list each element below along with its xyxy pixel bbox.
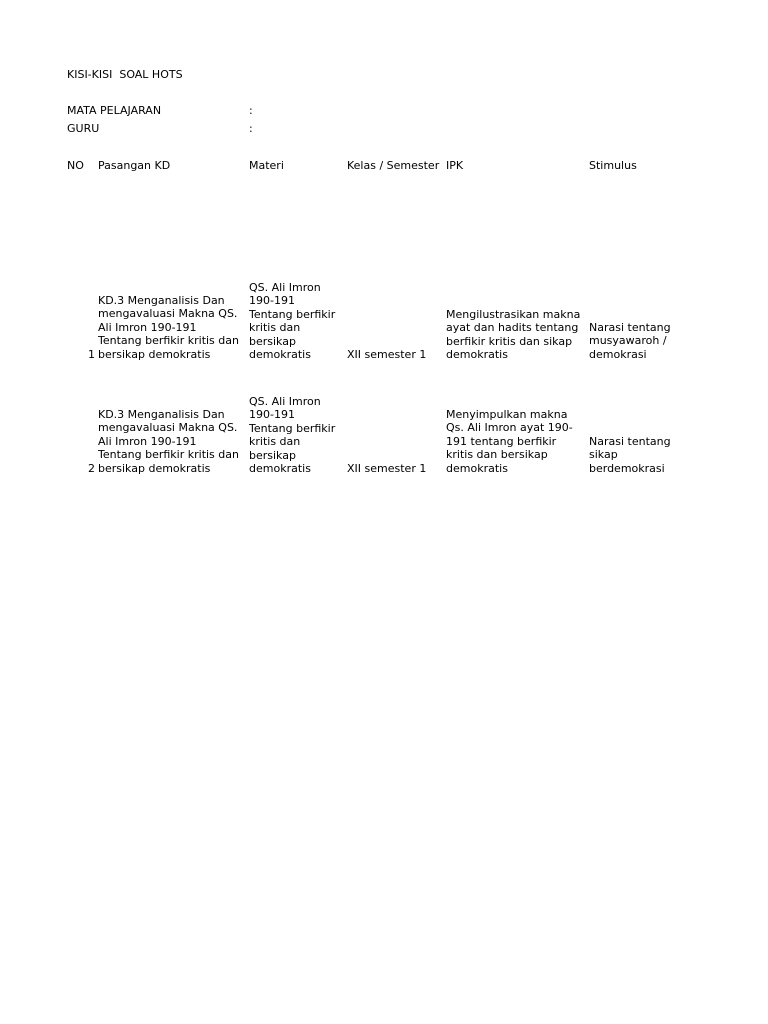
- header-ipk: IPK: [446, 159, 464, 172]
- header-kd: Pasangan KD: [98, 159, 171, 172]
- teacher-separator: :: [249, 122, 253, 135]
- ipk-line: demokratis: [446, 461, 508, 475]
- materi-line: QS. Ali Imron: [249, 281, 321, 294]
- kd-line: Tentang berfikir kritis dan: [98, 334, 239, 348]
- ipk-line: 191 tentang berfikir: [446, 434, 557, 448]
- ipk-line: berfikir kritis dan sikap: [446, 334, 573, 348]
- materi-line: kritis dan: [249, 321, 301, 335]
- header-materi: Materi: [249, 159, 284, 172]
- kd-cell: [98, 294, 239, 361]
- kd-line: bersikap demokratis: [98, 347, 211, 361]
- ipk-line: Menyimpulkan makna: [446, 408, 568, 421]
- header-no: NO: [67, 159, 84, 172]
- kd-line: bersikap demokratis: [98, 461, 211, 475]
- stimulus-line: berdemokrasi: [589, 461, 665, 475]
- materi-line: Tentang berfikir: [249, 421, 336, 435]
- ipk-line: Mengilustrasikan makna: [446, 308, 581, 321]
- ipk-line: ayat dan hadits tentang: [446, 321, 579, 335]
- kd-line: KD.3 Menganalisis Dan: [98, 408, 225, 421]
- ipk-cell: [446, 408, 573, 475]
- kd-cell: [98, 408, 239, 475]
- stimulus-line: Narasi tentang: [589, 435, 671, 448]
- kd-line: Ali Imron 190-191: [98, 434, 197, 448]
- materi-line: Tentang berfikir: [249, 307, 336, 321]
- ipk-line: Qs. Ali Imron ayat 190-: [446, 421, 573, 435]
- ipk-line: kritis dan bersikap: [446, 448, 548, 462]
- materi-line: 190-191: [249, 294, 295, 308]
- teacher-label: GURU: [67, 122, 100, 135]
- kd-line: mengavaluasi Makna QS.: [98, 307, 238, 321]
- stimulus-line: musyawaroh /: [589, 334, 667, 348]
- materi-line: bersikap: [249, 448, 296, 462]
- materi-line: kritis dan: [249, 435, 301, 449]
- stimulus-cell: [589, 321, 671, 361]
- header-stimulus: Stimulus: [589, 159, 637, 172]
- kd-line: mengavaluasi Makna QS.: [98, 421, 238, 435]
- stimulus-line: demokrasi: [589, 347, 647, 361]
- stimulus-line: Narasi tentang: [589, 321, 671, 334]
- materi-cell: [249, 395, 335, 475]
- materi-line: demokratis: [249, 348, 311, 362]
- stimulus-line: sikap: [589, 448, 618, 462]
- kelas-cell: XII semester 1: [347, 348, 427, 361]
- subject-label: MATA PELAJARAN: [67, 104, 162, 117]
- kd-line: Ali Imron 190-191: [98, 320, 197, 334]
- materi-line: demokratis: [249, 462, 311, 476]
- kd-line: KD.3 Menganalisis Dan: [98, 294, 225, 307]
- materi-line: 190-191: [249, 408, 295, 422]
- header-kelas: Kelas / Semester: [347, 159, 440, 172]
- subject-separator: :: [249, 104, 253, 117]
- materi-cell: [249, 281, 335, 361]
- row-number: 1: [88, 348, 95, 361]
- kd-line: Tentang berfikir kritis dan: [98, 448, 239, 462]
- materi-line: QS. Ali Imron: [249, 395, 321, 408]
- document-title: KISI-KISI SOAL HOTS: [67, 68, 183, 81]
- materi-line: bersikap: [249, 334, 296, 348]
- ipk-line: demokratis: [446, 348, 508, 362]
- kelas-cell: XII semester 1: [347, 462, 427, 475]
- row-number: 2: [88, 462, 95, 475]
- stimulus-cell: [589, 435, 671, 475]
- ipk-cell: [446, 308, 580, 362]
